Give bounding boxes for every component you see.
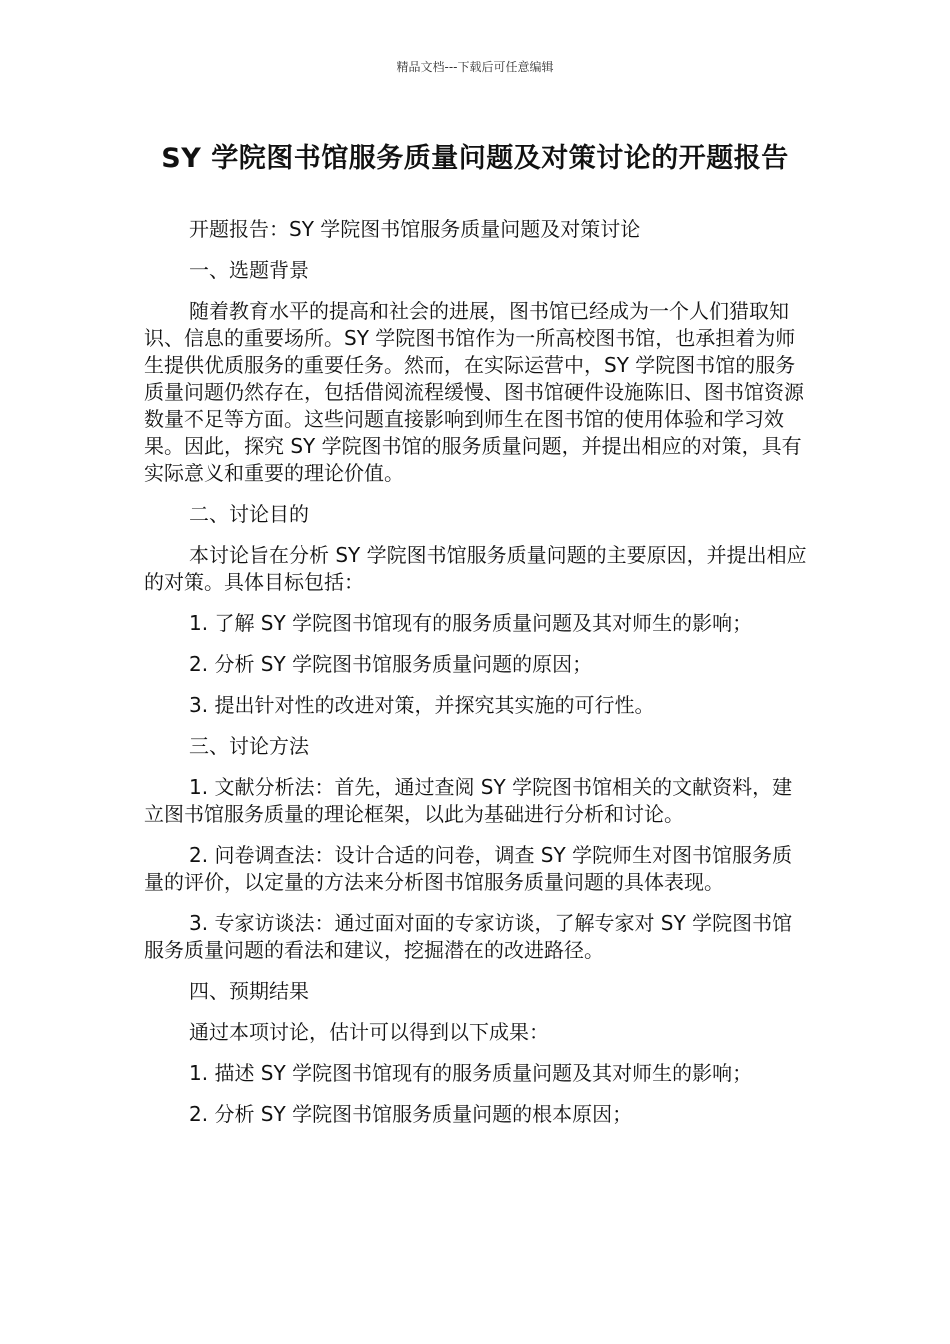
method-item: 3. 专家访谈法：通过面对面的专家访谈，了解专家对 SY 学院图书馆服务质量问题的看法和建议，挖掘潜在的改进路径。 bbox=[144, 911, 793, 962]
section-heading-background: 一、选题背景 bbox=[189, 258, 309, 282]
results-item: 2. 分析 SY 学院图书馆服务质量问题的根本原因； bbox=[189, 1102, 633, 1126]
document-body bbox=[144, 216, 808, 1142]
results-intro: 通过本项讨论，估计可以得到以下成果： bbox=[189, 1020, 549, 1044]
results-item: 1. 描述 SY 学院图书馆现有的服务质量问题及其对师生的影响； bbox=[189, 1061, 753, 1085]
method-item: 2. 问卷调查法：设计合适的问卷，调查 SY 学院师生对图书馆服务质量的评价，以定量的方法来分析图书馆服务质量问题的具体表现。 bbox=[144, 843, 793, 894]
background-paragraph: 随着教育水平的提高和社会的进展，图书馆已经成为一个人们猎取知识、信息的重要场所。SY 学院图书馆作为一所高校图书馆，也承担着为师生提供优质服务的重要任务。然而，在实际运营中，SY 学院图书馆的服务质量问题仍然存在，包括借阅流程缓慢、图书馆硬件设施陈旧、图书馆资源数量不足等方面。这些问题直接影响到师生在图书馆的使用体验和学习效果。因此，探究 SY 学院图书馆的服务质量问题，并提出相应的对策，具有实际意义和重要的理论价值。 bbox=[144, 299, 804, 485]
section-heading-method: 三、讨论方法 bbox=[189, 734, 309, 758]
purpose-paragraph: 本讨论旨在分析 SY 学院图书馆服务质量问题的主要原因，并提出相应的对策。具体目标包括： bbox=[144, 543, 807, 594]
purpose-item: 1. 了解 SY 学院图书馆现有的服务质量问题及其对师生的影响； bbox=[189, 611, 753, 635]
document-title: SY 学院图书馆服务质量问题及对策讨论的开题报告 bbox=[161, 143, 789, 174]
purpose-item: 2. 分析 SY 学院图书馆服务质量问题的原因； bbox=[189, 652, 593, 676]
section-heading-purpose: 二、讨论目的 bbox=[189, 502, 309, 526]
report-intro: 开题报告：SY 学院图书馆服务质量问题及对策讨论 bbox=[189, 217, 641, 241]
purpose-item: 3. 提出针对性的改进对策，并探究其实施的可行性。 bbox=[189, 693, 655, 717]
header-note: 精品文档---下载后可任意编辑 bbox=[396, 60, 554, 74]
section-heading-results: 四、预期结果 bbox=[189, 979, 309, 1003]
method-item: 1. 文献分析法：首先，通过查阅 SY 学院图书馆相关的文献资料，建立图书馆服务质量的理论框架，以此为基础进行分析和讨论。 bbox=[144, 775, 793, 826]
